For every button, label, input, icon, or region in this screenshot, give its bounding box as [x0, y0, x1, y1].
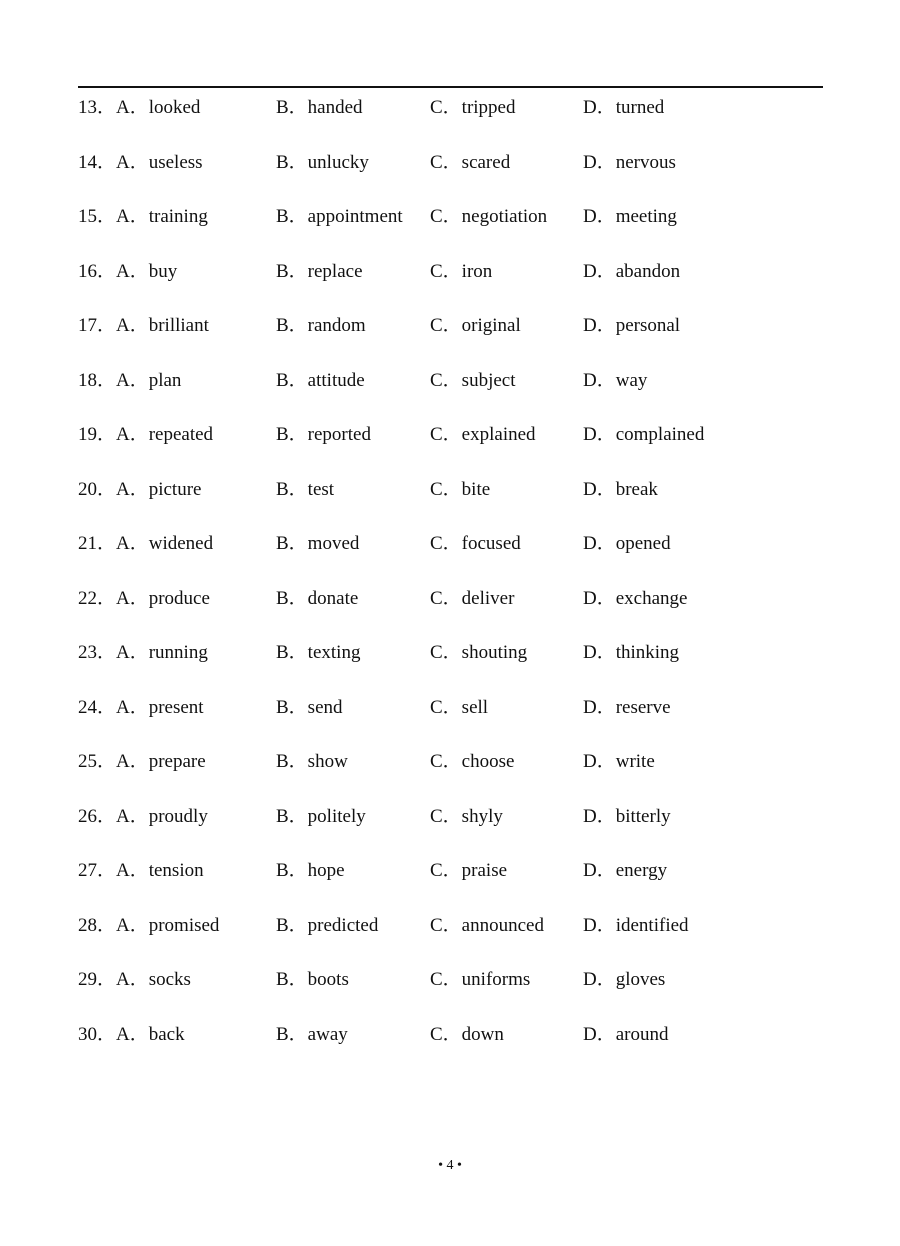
question-number: 30．	[78, 1023, 117, 1045]
option-a: A．repeated	[116, 424, 214, 445]
option-c: C．choose	[430, 751, 515, 772]
top-rule	[78, 86, 823, 88]
question-number: 20．	[78, 478, 117, 500]
option-d: D．reserve	[583, 696, 671, 718]
question-row	[78, 94, 823, 149]
option-a: A．widened	[116, 533, 214, 554]
option-a: A．tension	[116, 860, 204, 881]
option-a: A．proudly	[116, 805, 208, 827]
option-d: D．meeting	[583, 206, 677, 227]
question-number: 28．	[78, 914, 117, 936]
option-a: A．back	[116, 1023, 185, 1045]
option-b: B．boots	[276, 969, 349, 990]
option-b: B．test	[276, 478, 335, 500]
question-row	[78, 530, 823, 585]
option-a: A．picture	[116, 478, 202, 500]
option-b: B．replace	[276, 260, 363, 282]
option-d: D．identified	[583, 914, 689, 936]
question-row	[78, 912, 823, 967]
option-a: A．buy	[116, 260, 178, 282]
option-b: B．attitude	[276, 369, 365, 391]
question-row	[78, 585, 823, 640]
question-number: 16．	[78, 260, 117, 282]
question-number: 23．	[78, 642, 117, 663]
option-d: D．turned	[583, 97, 665, 118]
option-d: D．complained	[583, 424, 705, 445]
option-d: D．abandon	[583, 260, 681, 282]
option-c: C．scared	[430, 151, 511, 173]
option-a: A．looked	[116, 97, 201, 118]
option-d: D．energy	[583, 860, 668, 881]
option-c: C．sell	[430, 696, 489, 718]
option-c: C．tripped	[430, 97, 516, 118]
question-number: 14．	[78, 151, 117, 173]
question-number: 15．	[78, 206, 117, 227]
option-a: A．plan	[116, 369, 182, 391]
question-number: 18．	[78, 369, 117, 391]
option-b: B．moved	[276, 533, 360, 554]
option-a: A．promised	[116, 914, 220, 936]
question-row	[78, 694, 823, 749]
option-d: D．way	[583, 369, 648, 391]
option-b: B．unlucky	[276, 151, 369, 173]
option-a: A．training	[116, 206, 208, 227]
option-c: C．shouting	[430, 642, 528, 663]
option-c: C．shyly	[430, 805, 503, 827]
option-a: A．running	[116, 642, 208, 663]
question-number: 19．	[78, 424, 117, 445]
option-b: B．reported	[276, 424, 371, 445]
option-b: B．donate	[276, 587, 359, 609]
option-c: C．negotiation	[430, 206, 548, 227]
option-c: C．down	[430, 1023, 504, 1045]
option-b: B．predicted	[276, 914, 379, 936]
option-b: B．random	[276, 315, 366, 336]
option-b: B．handed	[276, 97, 363, 118]
option-d: D．thinking	[583, 642, 680, 663]
question-row	[78, 203, 823, 258]
option-c: C．explained	[430, 424, 536, 445]
option-a: A．present	[116, 696, 204, 718]
question-row	[78, 857, 823, 912]
option-c: C．announced	[430, 914, 544, 936]
option-d: D．break	[583, 478, 658, 500]
option-b: B．texting	[276, 642, 361, 663]
option-c: C．uniforms	[430, 969, 531, 990]
option-d: D．bitterly	[583, 805, 671, 827]
option-d: D．nervous	[583, 151, 676, 173]
question-row	[78, 258, 823, 313]
question-row	[78, 966, 823, 1021]
question-number: 13．	[78, 97, 117, 118]
option-b: B．away	[276, 1023, 348, 1045]
option-c: C．bite	[430, 478, 491, 500]
question-row	[78, 367, 823, 422]
option-c: C．original	[430, 315, 521, 336]
option-a: A．prepare	[116, 751, 206, 772]
question-row	[78, 748, 823, 803]
question-number: 17．	[78, 315, 117, 336]
question-row	[78, 149, 823, 204]
option-c: C．iron	[430, 260, 493, 282]
option-c: C．subject	[430, 369, 516, 391]
option-d: D．around	[583, 1023, 669, 1045]
option-b: B．send	[276, 696, 343, 718]
question-number: 27．	[78, 860, 117, 881]
option-c: C．focused	[430, 533, 521, 554]
option-d: D．exchange	[583, 587, 688, 609]
option-d: D．gloves	[583, 969, 666, 990]
option-d: D．opened	[583, 533, 671, 554]
question-number: 26．	[78, 805, 117, 827]
question-number: 29．	[78, 969, 117, 990]
question-number: 25．	[78, 751, 117, 772]
question-number: 22．	[78, 587, 117, 609]
option-d: D．write	[583, 751, 655, 772]
question-row	[78, 476, 823, 531]
option-a: A．produce	[116, 587, 210, 609]
question-row	[78, 312, 823, 367]
option-a: A．useless	[116, 151, 203, 173]
question-number: 24．	[78, 696, 117, 718]
question-row	[78, 421, 823, 476]
question-row	[78, 639, 823, 694]
option-c: C．praise	[430, 860, 508, 881]
option-b: B．show	[276, 751, 348, 772]
option-c: C．deliver	[430, 587, 515, 609]
question-list	[78, 94, 823, 1075]
question-row	[78, 1021, 823, 1076]
option-a: A．socks	[116, 969, 191, 990]
question-number: 21．	[78, 533, 117, 554]
option-d: D．personal	[583, 315, 681, 336]
option-b: B．politely	[276, 805, 366, 827]
option-a: A．brilliant	[116, 315, 209, 336]
question-row	[78, 803, 823, 858]
option-b: B．hope	[276, 860, 345, 881]
option-b: B．appointment	[276, 206, 403, 227]
page-number: • 4 •	[438, 1158, 462, 1173]
